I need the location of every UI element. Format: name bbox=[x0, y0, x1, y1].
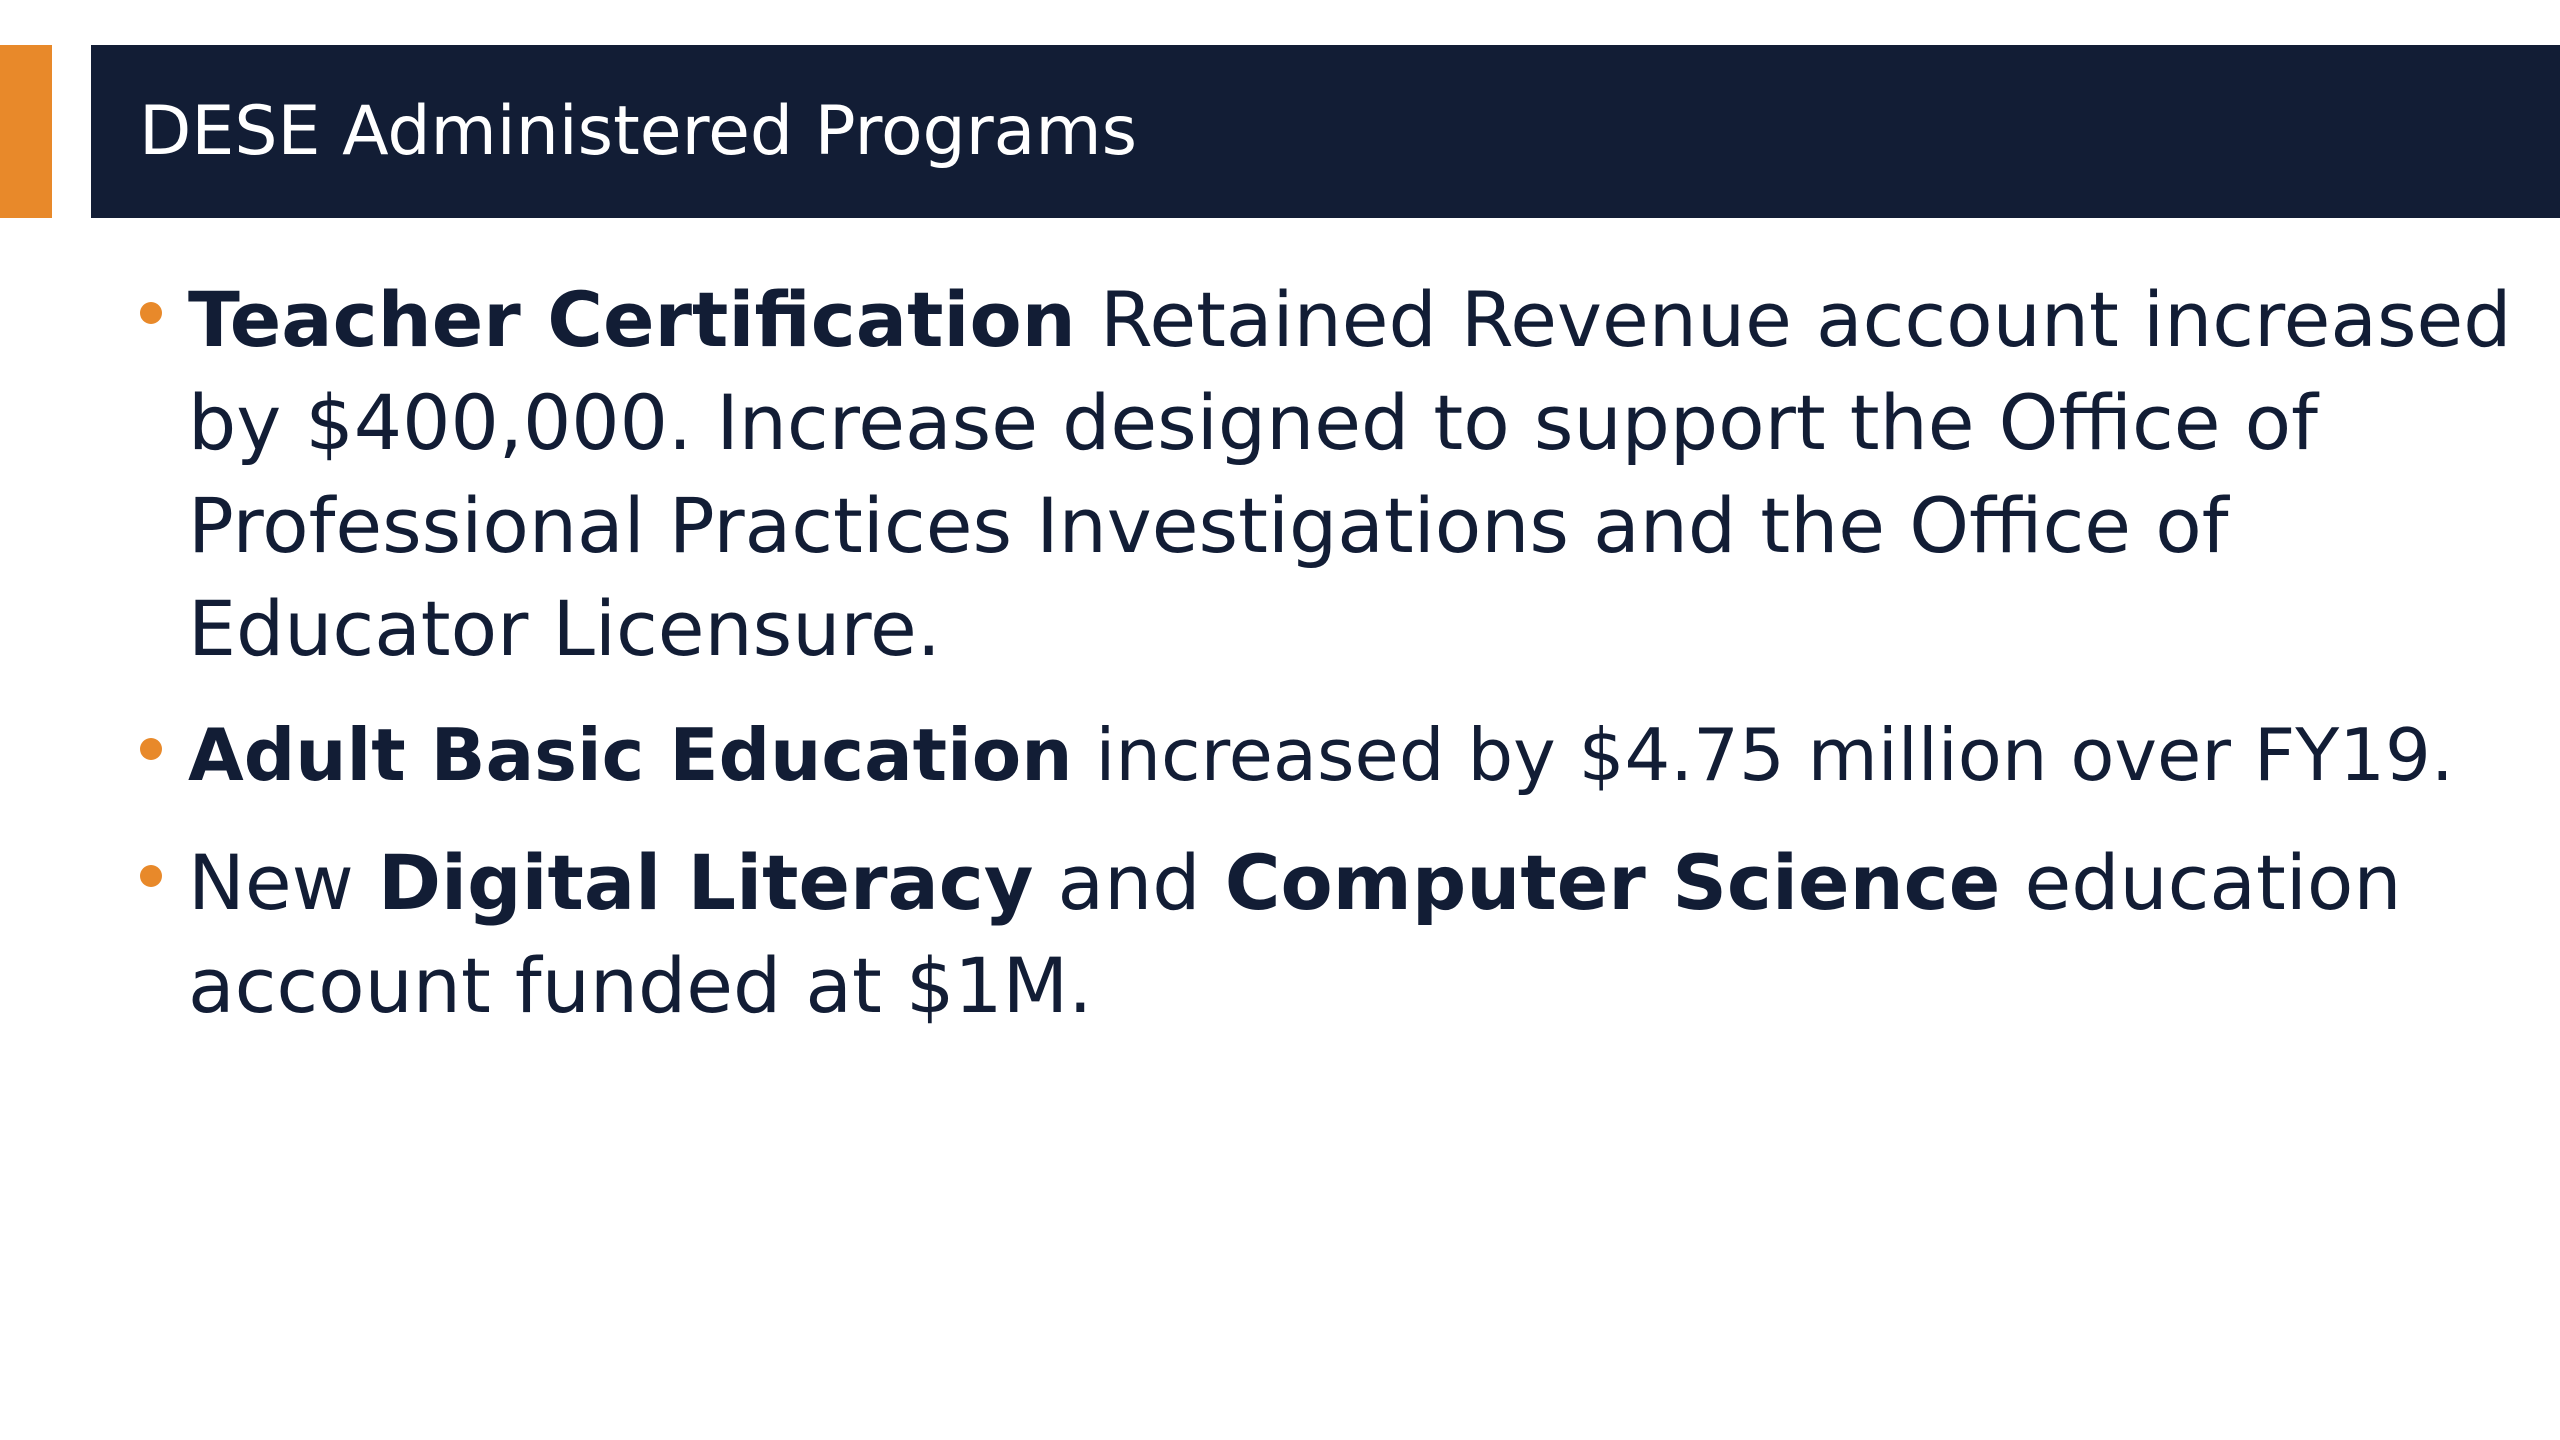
bullet-text: New bbox=[188, 838, 378, 927]
bullet-text: Retained Revenue account increased by $400,000. Increase designed to support the Office of Professional Practices Investigations and the Office of Educator Licensure. bbox=[188, 275, 2512, 673]
bullet-bold-text: Digital Literacy bbox=[377, 838, 1034, 927]
bullet-dot-icon bbox=[140, 302, 162, 324]
bullet-bold-text: Adult Basic Education bbox=[188, 713, 1073, 797]
bullet-text: and bbox=[1033, 838, 1225, 927]
title-bar bbox=[91, 45, 2560, 218]
bullet-text: education account funded at $1M. bbox=[188, 838, 2402, 1030]
accent-bar bbox=[0, 45, 52, 218]
bullet-item-adult-basic-education bbox=[140, 704, 2560, 807]
bullet-list bbox=[140, 268, 2520, 1061]
bullet-bold-text: Teacher Certification bbox=[188, 275, 1076, 364]
slide-title: DESE Administered Programs bbox=[139, 91, 1138, 171]
bullet-dot-icon bbox=[140, 738, 162, 760]
bullet-dot-icon bbox=[140, 865, 162, 887]
bullet-bold-text: Computer Science bbox=[1224, 838, 2001, 927]
bullet-item-digital-literacy bbox=[140, 831, 2438, 1037]
bullet-item-teacher-certification bbox=[140, 268, 2528, 680]
bullet-text: increased by $4.75 million over FY19. bbox=[1072, 713, 2454, 797]
